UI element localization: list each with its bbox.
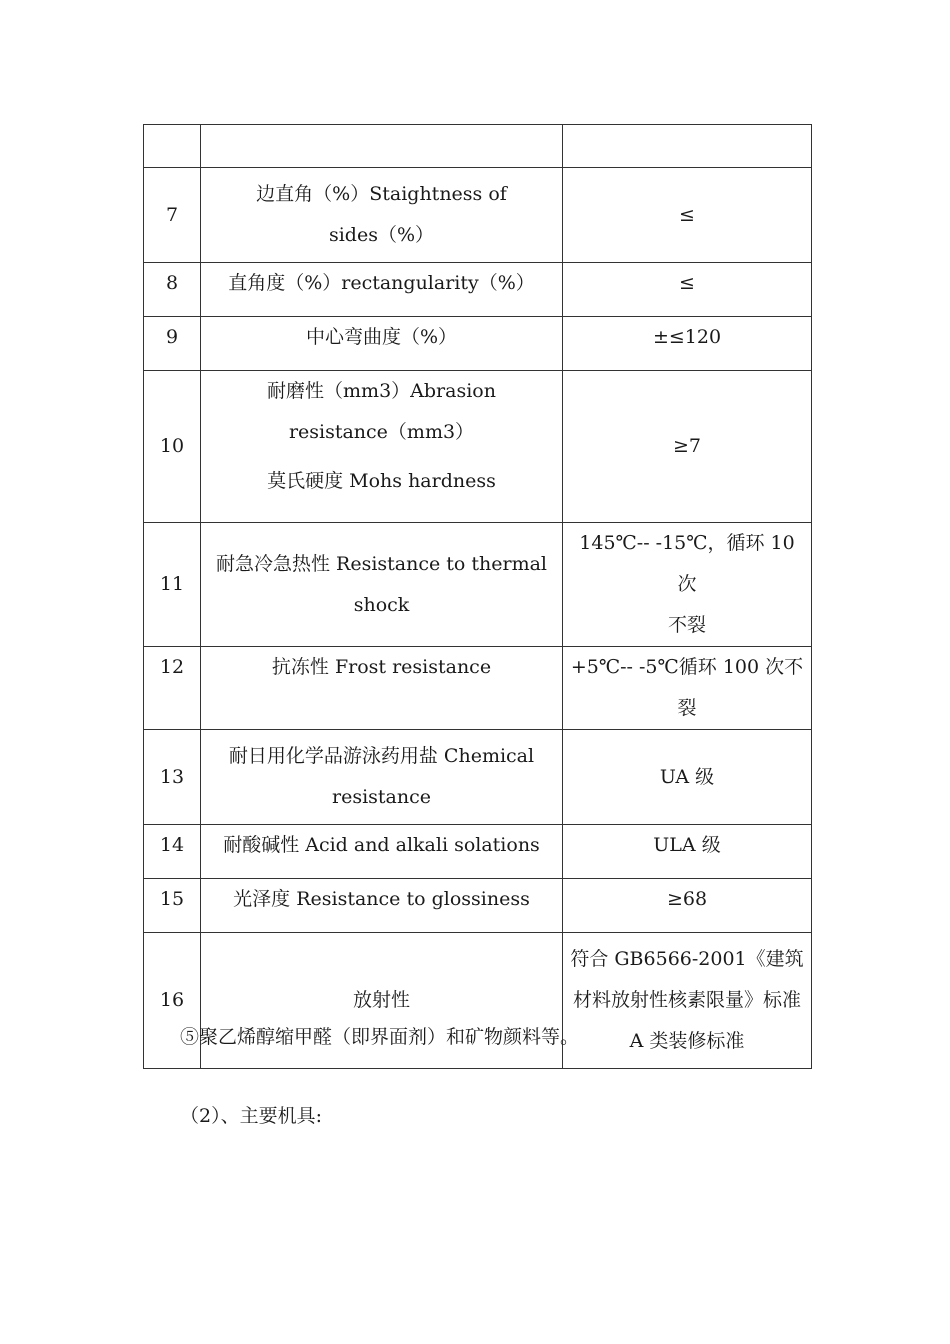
value-line: +5℃-- -5℃循环 100 次不裂 <box>570 656 804 719</box>
table-row <box>144 647 812 730</box>
item-line: 放射性 <box>352 989 410 1011</box>
header-item-cell <box>201 125 563 168</box>
item-line: resistance <box>332 786 431 808</box>
value-line: 符合 GB6566-2001《建筑 <box>570 948 804 970</box>
row-value <box>563 933 812 1069</box>
section-heading: （2）、主要机具: <box>180 1105 322 1127</box>
materials-note: ⑤聚乙烯醇缩甲醛（即界面剂）和矿物颜料等。 <box>180 1026 580 1048</box>
value-line: ≥7 <box>672 435 701 457</box>
row-value <box>563 263 812 317</box>
specification-table <box>143 124 812 1069</box>
value-line: UA 级 <box>659 765 715 788</box>
item-extra-line: 莫氏硬度 Mohs hardness <box>267 470 496 492</box>
item-line: resistance（mm3） <box>288 421 475 443</box>
value-line: 不裂 <box>667 614 706 636</box>
value-line: ≤ <box>679 272 695 294</box>
row-value <box>563 825 812 879</box>
item-line: 耐酸碱性 Acid and alkali solations <box>223 834 540 856</box>
item-line: 中心弯曲度（%） <box>305 326 458 348</box>
row-value <box>563 523 812 647</box>
row-value <box>563 168 812 263</box>
header-value-cell <box>563 125 812 168</box>
item-line: 耐日用化学品游泳药用盐 Chemical <box>228 745 535 767</box>
item-line: 直角度（%）rectangularity（%） <box>228 272 535 294</box>
row-value <box>563 730 812 825</box>
row-number: 16 <box>144 933 201 1069</box>
table-row <box>144 523 812 647</box>
item-line: 耐急冷急热性 Resistance to thermal <box>215 552 548 575</box>
value-line: ULA 级 <box>653 834 721 856</box>
row-value <box>563 371 812 523</box>
table-row <box>144 825 812 879</box>
table-row <box>144 317 812 371</box>
table-row <box>144 879 812 933</box>
item-line: 抗冻性 Frost resistance <box>271 656 492 678</box>
table-row <box>144 168 812 263</box>
row-number: 15 <box>144 879 201 933</box>
row-number: 11 <box>144 523 201 647</box>
row-item <box>201 371 563 523</box>
value-line: ≤ <box>679 203 695 226</box>
row-value <box>563 879 812 933</box>
row-item <box>201 317 563 371</box>
row-value <box>563 317 812 371</box>
row-item <box>201 263 563 317</box>
item-line: shock <box>353 593 410 616</box>
row-item <box>201 879 563 933</box>
value-line: ≥68 <box>666 888 708 910</box>
value-line: 145℃-- -15℃，循环 10 次 <box>579 532 795 595</box>
row-number: 14 <box>144 825 201 879</box>
row-number: 13 <box>144 730 201 825</box>
item-line: 边直角（%）Staightness of <box>256 183 507 205</box>
header-no-cell <box>144 125 201 168</box>
value-line: 材料放射性核素限量》标准 <box>572 989 801 1011</box>
row-number: 8 <box>144 263 201 317</box>
row-item <box>201 523 563 647</box>
item-line: sides（%） <box>328 224 435 246</box>
table-row <box>144 730 812 825</box>
row-item <box>201 168 563 263</box>
row-number: 9 <box>144 317 201 371</box>
row-item <box>201 730 563 825</box>
table-row <box>144 263 812 317</box>
value-line: ±≤120 <box>652 326 722 348</box>
row-number: 7 <box>144 168 201 263</box>
item-line: 耐磨性（mm3）Abrasion <box>267 380 496 402</box>
table-row <box>144 371 812 523</box>
row-item <box>201 647 563 730</box>
row-item <box>201 825 563 879</box>
row-number: 10 <box>144 371 201 523</box>
value-line: A 类装修标准 <box>629 1030 745 1052</box>
row-value <box>563 647 812 730</box>
row-number: 12 <box>144 647 201 730</box>
item-line: 光泽度 Resistance to glossiness <box>233 888 530 910</box>
table-header-row <box>144 125 812 168</box>
